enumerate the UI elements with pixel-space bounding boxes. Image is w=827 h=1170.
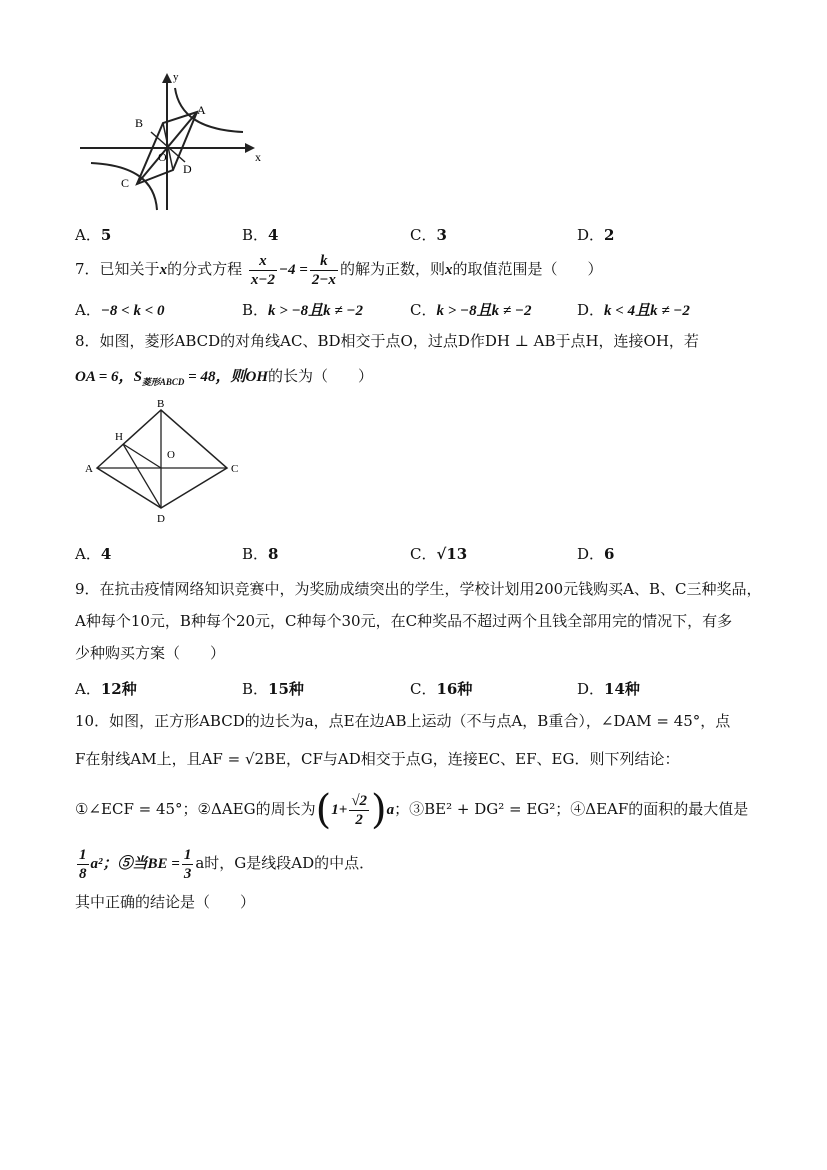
q7-option-a[interactable]: A．−8 < k < 0	[75, 301, 165, 319]
q7-stem: 7．已知关于x的分式方程 $\frac{x}{x-2}$ −4 = $\frac{k}{2-x}$ 的解为正数，则x的取值范围是（ ）	[75, 252, 603, 288]
q9-stem-line2: A种每个10元，B种每个20元，C种每个30元，在C种奖品不超过两个且钱全部用完的情况下，有多	[75, 612, 733, 630]
q7-fraction-1: $\frac{x}{x-2}$	[250, 252, 275, 288]
fig2-label-A: A	[85, 463, 93, 475]
q7-option-c[interactable]: C．k > −8且k ≠ −2	[410, 301, 532, 319]
q6-option-c[interactable]: C．3	[410, 226, 447, 244]
q9-stem-line1: 9．在抗击疫情网络知识竞赛中，为奖励成绩突出的学生，学校计划用200元钱购买A、B、C三种奖品，	[75, 580, 762, 598]
q7-option-b[interactable]: B．k > −8且k ≠ −2	[242, 301, 363, 319]
q10-conclusions-line2: $\frac{1}{8}$ a²；⑤当BE = $\frac{1}{3}$ a时，G是线段AD的中点．	[79, 846, 375, 882]
figure-rhombus-abcd	[85, 398, 245, 526]
fig2-label-B: B	[157, 398, 165, 410]
fig2-label-C: C	[231, 463, 239, 475]
q6-option-a[interactable]: A．5	[75, 226, 112, 244]
q8-stem-line1: 8．如图，菱形ABCD的对角线AC、BD相交于点O，过点D作DH ⊥ AB于点H，连接OH，若	[75, 332, 699, 350]
label-B: B	[135, 116, 144, 130]
segment-dh	[123, 444, 161, 508]
q10-fraction-sqrt2-over-2: $\frac{√2}{2}$	[351, 792, 367, 828]
q9-option-c[interactable]: C．16种	[410, 680, 473, 698]
fig2-label-D: D	[157, 513, 165, 525]
figure-hyperbola-rhombus	[75, 70, 275, 215]
q10-fraction-1-over-3: $\frac{1}{3}$	[183, 846, 192, 882]
label-x: x	[255, 150, 261, 164]
label-y: y	[173, 71, 179, 83]
q8-stem-line2: OA = 6，$S_{菱形ABCD} = 48$，则OH的长为（ ）	[75, 367, 373, 387]
fig2-label-H: H	[115, 431, 123, 443]
fig2-label-O: O	[167, 449, 175, 461]
segment-oh	[123, 444, 161, 468]
q8-option-a[interactable]: A．4	[75, 545, 112, 563]
rhombus-abcd	[97, 410, 227, 508]
q8-option-c[interactable]: C．√13	[410, 545, 468, 563]
label-O: O	[158, 150, 167, 164]
label-C: C	[121, 176, 130, 190]
q10-stem-line1: 10．如图，正方形ABCD的边长为a，点E在边AB上运动（不与点A，B重合），∠DAM = 45°，点	[75, 712, 731, 730]
label-D: D	[183, 162, 192, 176]
q10-conclusions-line1: ①∠ECF = 45°；②ΔAEG的周长为(1+ $\frac{√2}{2}$ )a；③BE² + DG² = EG²；④ΔEAF的面积的最大值是	[75, 787, 749, 833]
q7-option-d[interactable]: D．k < 4且k ≠ −2	[577, 301, 690, 319]
q8-option-b[interactable]: B．8	[242, 545, 279, 563]
q10-stem-line2: F在射线AM上，且AF = √2BE，CF与AD相交于点G，连接EC、EF、EG．则下列结论：	[75, 750, 680, 768]
q8-option-d[interactable]: D．6	[577, 545, 615, 563]
q9-option-a[interactable]: A．12种	[75, 680, 137, 698]
y-axis-arrow	[162, 73, 172, 83]
q6-option-d[interactable]: D．2	[577, 226, 615, 244]
q7-fraction-2: $\frac{k}{2-x}$	[311, 252, 336, 288]
q9-stem-line3: 少种购买方案（ ）	[75, 644, 226, 662]
label-A: A	[197, 103, 206, 117]
x-axis-arrow	[245, 143, 255, 153]
q6-option-b[interactable]: B．4	[242, 226, 279, 244]
q10-question-line: 其中正确的结论是（ ）	[75, 893, 256, 911]
q10-fraction-1-over-8: $\frac{1}{8}$	[79, 846, 87, 882]
q9-option-d[interactable]: D．14种	[577, 680, 640, 698]
q9-option-b[interactable]: B．15种	[242, 680, 304, 698]
